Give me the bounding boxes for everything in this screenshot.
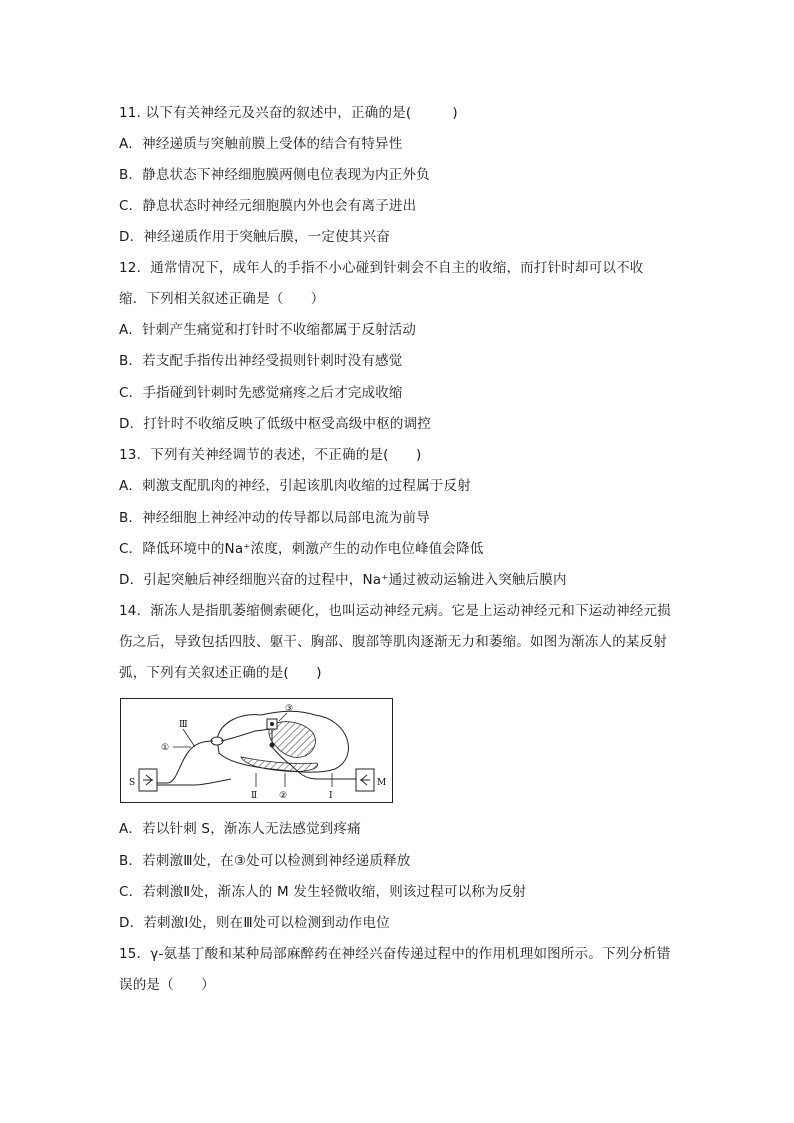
q14-option-a: A．若以针刺 S，渐冻人无法感觉到疼痛 (119, 821, 361, 837)
q13-option-b: B．神经细胞上神经冲动的传导都以局部电流为前导 (119, 510, 430, 526)
q12-stem-line1: 12．通常情况下，成年人的手指不小心碰到针刺会不自主的收缩，而打针时却可以不收 (119, 260, 644, 276)
label-M: M (377, 778, 387, 788)
q12-option-a: A．针刺产生痛觉和打针时不收缩都属于反射活动 (119, 322, 417, 338)
q13-option-d: D．引起突触后神经细胞兴奋的过程中，Na⁺通过被动运输进入突触后膜内 (119, 572, 567, 588)
q14-stem-line3: 弧，下列有关叙述正确的是( ) (119, 665, 322, 681)
q11-option-d: D．神经递质作用于突触后膜，一定使其兴奋 (119, 229, 390, 245)
label-3: ③ (285, 704, 294, 714)
q12-option-c: C．手指碰到针刺时先感觉痛疼之后才完成收缩 (119, 385, 403, 401)
label-III: Ⅲ (179, 720, 188, 730)
reflex-arc-diagram (120, 698, 393, 803)
label-I: Ⅰ (329, 791, 333, 801)
q14-option-d: D．若刺激Ⅰ处，则在Ⅲ处可以检测到动作电位 (119, 915, 390, 931)
synapse-dot-2 (270, 743, 275, 748)
q14-option-b: B．若刺激Ⅲ处，在③处可以检测到神经递质释放 (119, 853, 411, 869)
q13-option-a: A．刺激支配肌肉的神经，引起该肌肉收缩的过程属于反射 (119, 478, 471, 494)
q14-stem-line2: 伤之后，导致包括四肢、躯干、胸部、腹部等肌肉逐渐无力和萎缩。如图为渐冻人的某反射 (119, 634, 667, 650)
q11-option-c: C．静息状态时神经元细胞膜内外也会有离子进出 (119, 198, 417, 214)
label-2: ② (279, 791, 288, 801)
pointer-III (183, 729, 195, 747)
q12-option-b: B．若支配手指传出神经受损则针刺时没有感觉 (119, 353, 403, 369)
q15-stem-line1: 15．γ-氨基丁酸和某种局部麻醉药在神经兴奋传递过程中的作用机理如图所示。下列分析错 (119, 946, 671, 962)
synapse-dot-1 (270, 722, 274, 726)
q12-option-d: D．打针时不收缩反映了低级中枢受高级中枢的调控 (119, 416, 431, 432)
q11-option-a: A．神经递质与突触前膜上受体的结合有特异性 (119, 136, 403, 152)
lower-baseline (157, 779, 231, 785)
q11-option-b: B．静息状态下神经细胞膜两侧电位表现为内正外负 (119, 167, 430, 183)
label-II: Ⅱ (251, 791, 258, 801)
q12-stem-line2: 缩．下列相关叙述正确是（ ） (119, 291, 325, 307)
q14-stem-line1: 14．渐冻人是指肌萎缩侧索硬化，也叫运动神经元病。它是上运动神经元和下运动神经元损 (119, 603, 671, 619)
label-1: ① (161, 743, 170, 753)
label-S: S (129, 778, 136, 788)
q14-option-c: C．若刺激Ⅱ处，渐冻人的 M 发生轻微收缩，则该过程可以称为反射 (119, 884, 527, 900)
q13-option-c: C．降低环境中的Na⁺浓度，刺激产生的动作电位峰值会降低 (119, 541, 484, 557)
q15-stem-line2: 误的是（ ） (119, 977, 215, 993)
q13-stem: 13．下列有关神经调节的表述，不正确的是( ) (119, 447, 422, 463)
reflex-arc-figure (121, 699, 392, 802)
q11-stem: 11. 以下有关神经元及兴奋的叙述中，正确的是( ) (119, 105, 458, 121)
